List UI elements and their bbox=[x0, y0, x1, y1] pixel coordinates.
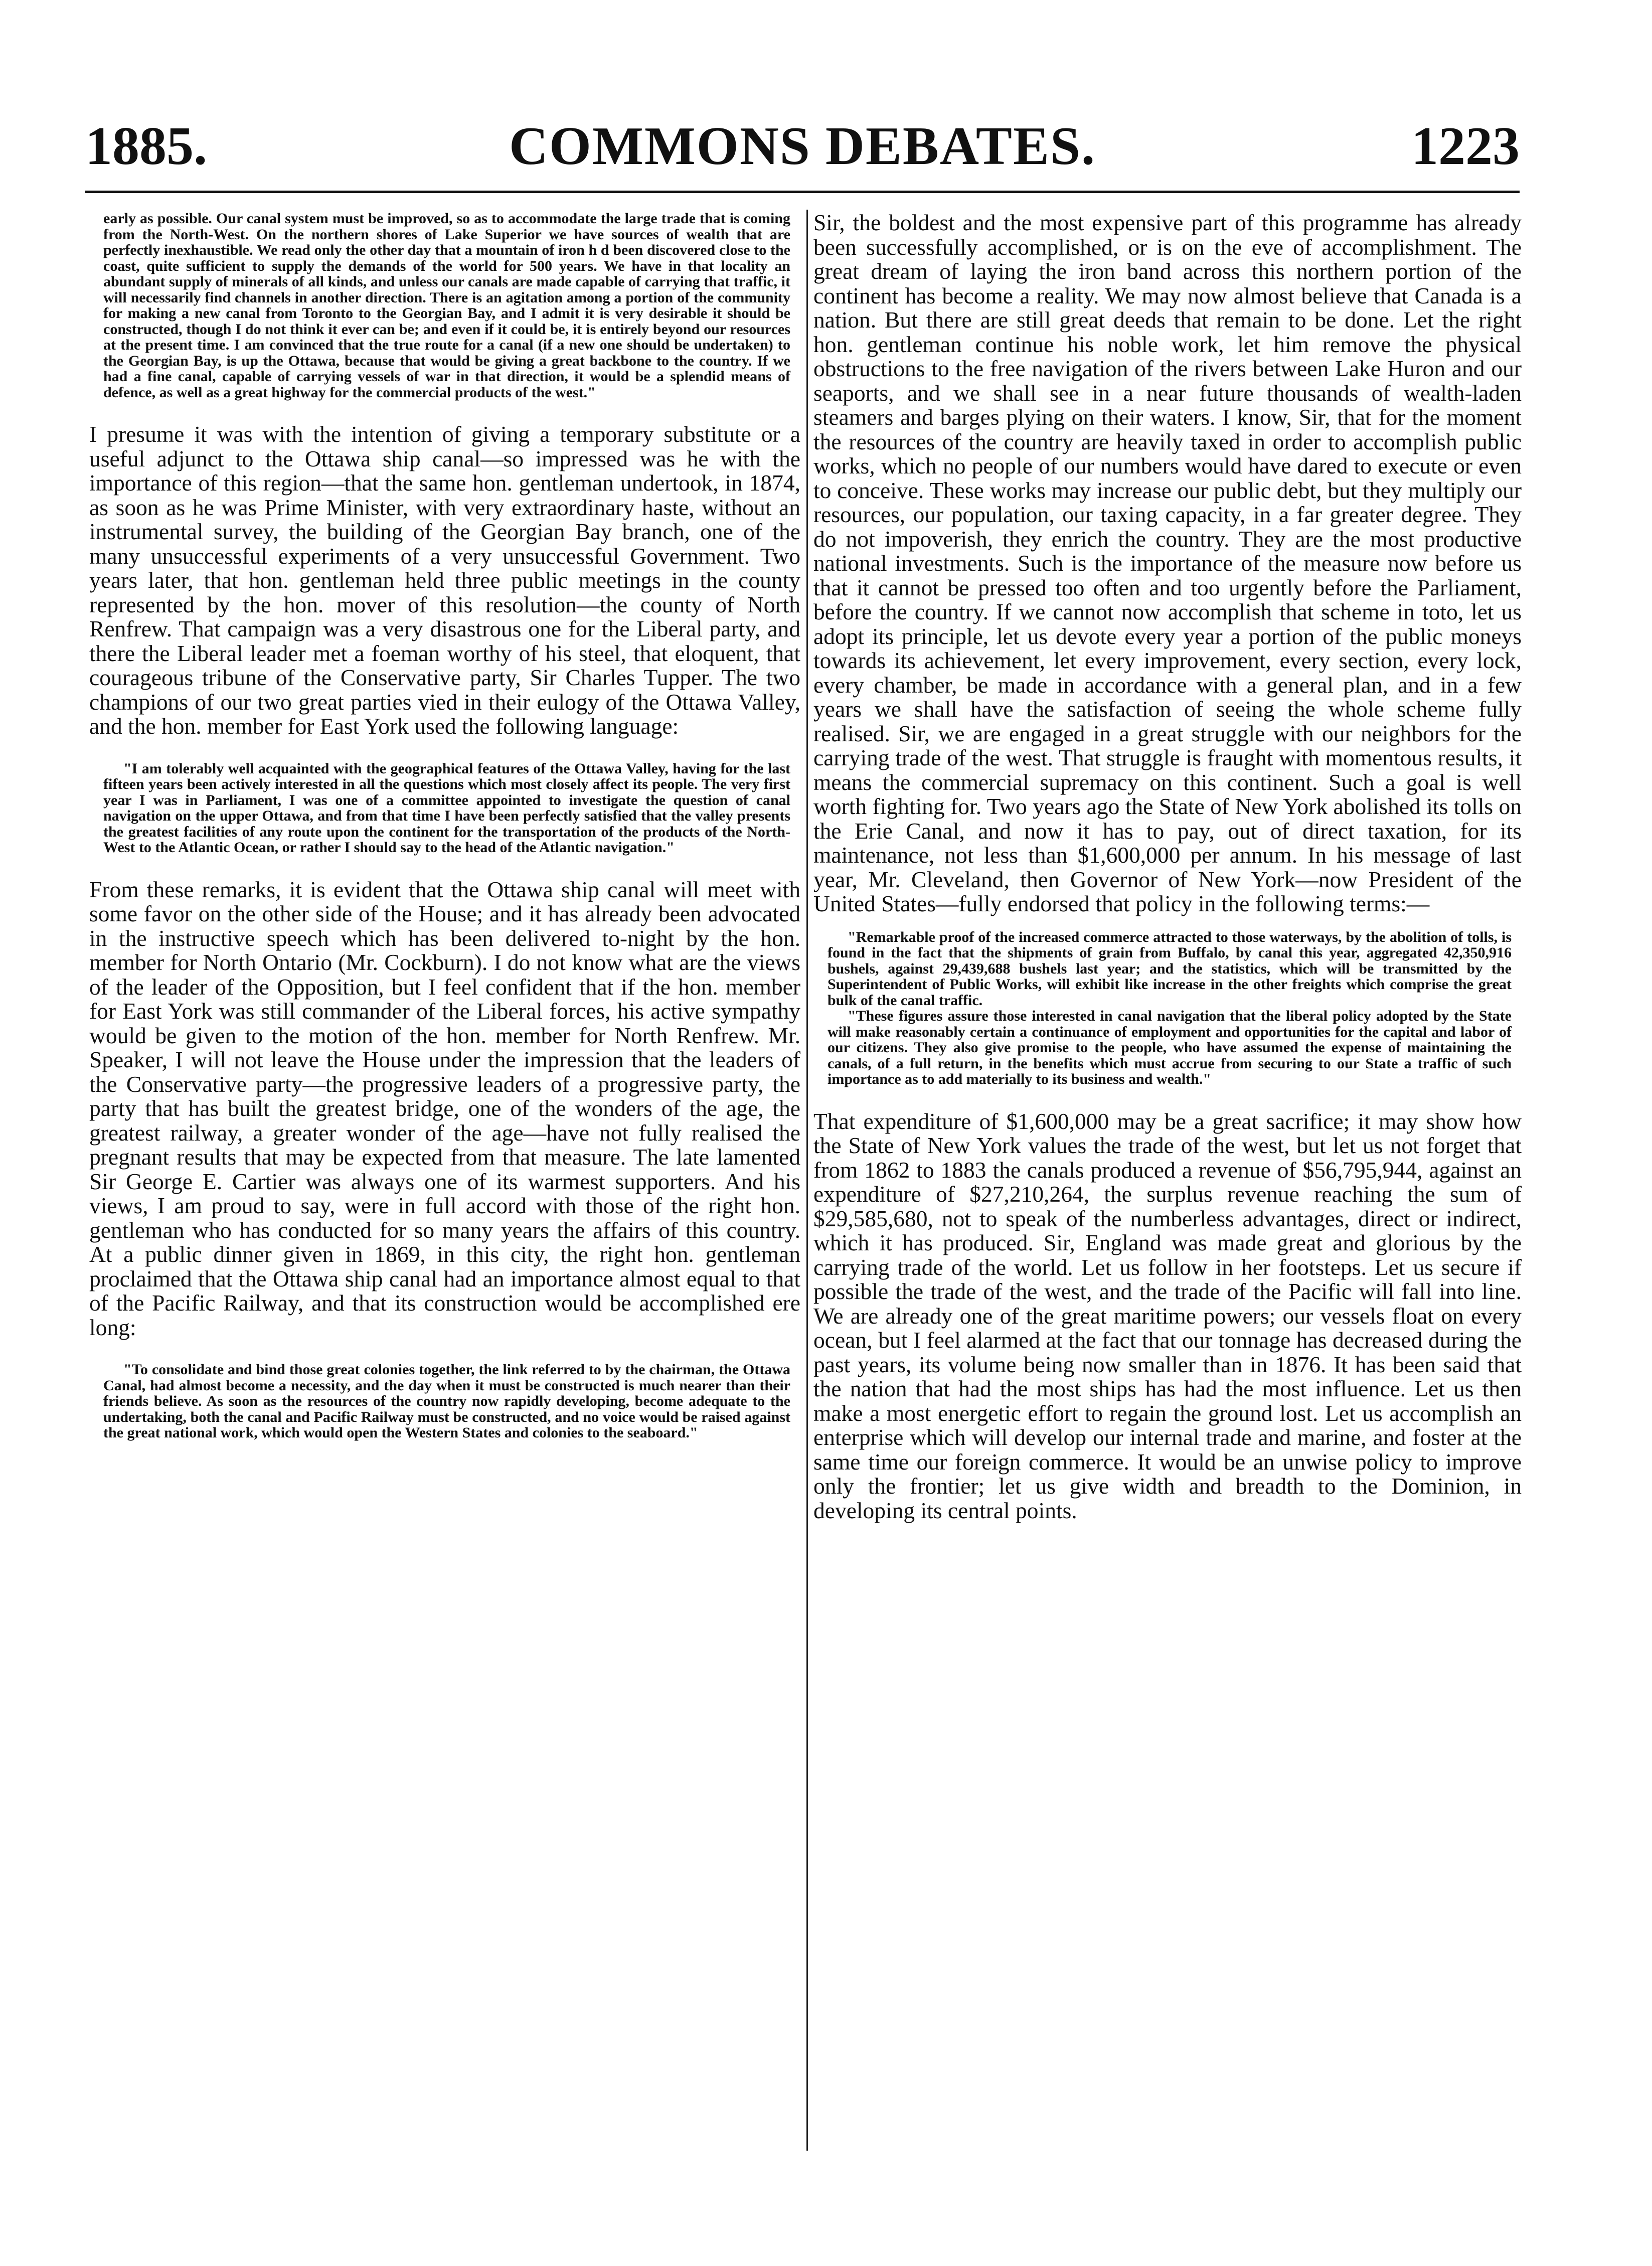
right-column bbox=[813, 211, 1522, 1523]
right-paragraph-1: Sir, the boldest and the most expensive part of this programme has already been successfully accomplished, or is on the eve of accomplishment. The great dream of laying the iron band across this northern portion of the continent has become a reality. We may now almost believe that Canada is a nation. But there are still great deeds that remain to be done. Let the right hon. gentleman continue his noble work, let him remove the physical obstructions to the free navigation of the rivers between Lake Huron and our seaports, and we shall see in a near future thousands of wealth-laden steamers and barges plying on their waters. I know, Sir, that for the moment the resources of the country are heavily taxed in order to accomplish public works, which no people of our numbers would have dared to execute or even to conceive. These works may increase our public debt, but they multiply our resources, our population, our taxing capacity, in a far greater degree. They do not impoverish, they enrich the country. They are the most productive national investments. Such is the importance of the measure now before us that it cannot be pressed too often and too urgently before the Parliament, before the country. If we cannot now accomplish that scheme in toto, let us adopt its principle, let us devote every year a portion of the public moneys towards its achievement, let every improvement, every section, every lock, every chamber, be made in accordance with a general plan, and in a few years we shall have the satisfaction of seeing the whole scheme fully realised. Sir, we are engaged in a great struggle with our neighbors for the carrying trade of the west. That struggle is fraught with momentous results, it means the commercial supremacy on this continent. Such a goal is well worth fighting for. Two years ago the State of New York abolished its tolls on the Erie Canal, and now it has to pay, out of direct taxation, for its maintenance, not less than $1,600,000 per annum. In his message of last year, Mr. Cleveland, then Governor of New York—now President of the United States—fully endorsed that policy in the following terms:— bbox=[813, 210, 1522, 916]
left-paragraph-1: I presume it was with the intention of giving a temporary substitute or a useful adjunct to the Ottawa ship canal—so impressed was he with the importance of this region—that the same hon. gentleman undertook, in 1874, as soon as he was Prime Minister, with very extraordinary haste, without an instrumental survey, the building of the Georgian Bay branch, one of the many unsuccessful experiments of a very unsuccessful Government. Two years later, that hon. gentleman held three public meetings in the county represented by the hon. mover of this resolution—the county of North Renfrew. That campaign was a very disastrous one for the Liberal party, and there the Liberal leader met a foeman worthy of his steel, that eloquent, that courageous tribune of the Conservative party, Sir Charles Tupper. The two champions of our two great parties vied in their eulogy of the Ottawa Valley, and the hon. member for East York used the following language: bbox=[89, 421, 800, 739]
page-number: 1223 bbox=[1411, 116, 1520, 176]
quote-cleveland-2: "These figures assure those interested in canal navigation that the liberal policy adopted by the State will make reasonably certain a continuance of employment and opportunities for the capital and labor of our citizens. They also give promise to the people, who have assumed the expense of maintaining the canals, of a full return, in the benefits which must accrue from securing to our State a traffic of such importance as to add materially to its business and wealth." bbox=[828, 1008, 1512, 1087]
quote-dinner-1869: "To consolidate and bind those great colonies together, the link referred to by the chairman, the Ottawa Canal, had almost become a necessity, and the day when it must be constructed is much nearer than their friends believe. As soon as the resources of the country now rapidly developing, become adequate to the undertaking, both the canal and Pacific Railway must be constructed, and no voice would be raised against the great national work, which would open the Western States and colonies to the seaboard." bbox=[103, 1361, 790, 1441]
left-column bbox=[89, 211, 800, 1441]
quote-east-york: "I am tolerably well acquainted with the geographical features of the Ottawa Valley, having for the last fifteen years been actively interested in all the questions which most closely affect its people. The very first year I was in Parliament, I was one of a committee appointed to investigate the question of canal navigation on the upper Ottawa, and from that time I have been perfectly satisfied that the valley presents the greatest facilities of any route upon the continent for the transportation of the products of the North-West to the Atlantic Ocean, or rather I should say to the head of the Atlantic navigation." bbox=[103, 760, 790, 856]
left-paragraph-2: From these remarks, it is evident that the Ottawa ship canal will meet with some favor on the other side of the House; and it has already been advocated in the instructive speech which has been delivered to-night by the hon. member for North Ontario (Mr. Cockburn). I do not know what are the views of the leader of the Opposition, but I feel confident that if the hon. member for East York was still commander of the Liberal forces, his active sympathy would be given to the motion of the hon. member for North Renfrew. Mr. Speaker, I will not leave the House under the impression that the leaders of the Conservative party—the progressive leaders of a progressive party, the party that has built the greatest bridge, one of the wonders of the age, the greatest railway, a greater wonder of the age—have not fully realised the pregnant results that may be expected from that measure. The late lamented Sir George E. Cartier was always one of its warmest supporters. And his views, I am proud to say, were in full accord with those of the right hon. gentleman who has conducted for so many years the affairs of this country. At a public dinner given in 1869, in this city, the right hon. gentleman proclaimed that the Ottawa ship canal had an importance almost equal to that of the Pacific Railway, and that its construction would be accomplished ere long: bbox=[89, 876, 800, 1340]
quote-cleveland-1: "Remarkable proof of the increased commerce attracted to those waterways, by the abolition of tolls, is found in the fact that the shipments of grain from Buffalo, by canal this year, aggregated 42,350,916 bushels, against 29,439,688 bushels last year; and the statistics, which will be transmitted by the Superintendent of Public Works, will exhibit like increase in the other freights which comprise the great bulk of the canal traffic. bbox=[828, 928, 1512, 1009]
publication-title: COMMONS DEBATES. bbox=[509, 116, 1096, 176]
right-paragraph-2: That expenditure of $1,600,000 may be a great sacrifice; it may show how the State of New York values the trade of the west, but let us not forget that from 1862 to 1883 the canals produced a revenue of $56,795,944, against an expenditure of $27,210,264, the surplus revenue reaching the sum of $29,585,680, not to speak of the numberless advantages, direct or indirect, which it has produced. Sir, England was made great and glorious by the carrying trade of the world. Let us follow in her footsteps. Let us secure if possible the trade of the west, and the trade of the Pacific will fall into line. We are already one of the great maritime powers; our vessels float on every ocean, but I feel alarmed at the fact that our tonnage has decreased during the past years, its volume being now smaller than in 1876. It has been said that the nation that had the most ships has had the most influence. Let us then make a most energetic effort to regain the ground lost. Let us accomplish an enterprise which will develop our internal trade and marine, and foster at the same time our foreign commerce. It would be an unwise policy to improve only the frontier; let us give width and breadth to the Dominion, in developing its central points. bbox=[813, 1108, 1522, 1523]
column-divider bbox=[806, 210, 808, 2151]
header-rule bbox=[85, 191, 1520, 193]
page-header bbox=[85, 116, 1520, 177]
quote-opening: early as possible. Our canal system must be improved, so as to accommodate the large trade that is coming from the North-West. On the northern shores of Lake Superior we have sources of wealth that are perfectly inexhaustible. We read only the other day that a mountain of iron h d been discovered close to the coast, quite sufficient to supply the demands of the world for 500 years. We have in that locality an abundant supply of minerals of all kinds, and unless our canals are made capable of carrying that traffic, it will necessarily find channels in another direction. There is an agitation among a portion of the community for making a new canal from Toronto to the Georgian Bay, and I admit it is very desirable it should be constructed, though I do not think it ever can be; and even if it could be, it is entirely beyond our resources at the present time. I am convinced that the true route for a canal (if a new one should be undertaken) to the Georgian Bay, is up the Ottawa, because that would be giving a great backbone to the country. If we had a fine canal, capable of carrying vessels of war in that direction, it would be a splendid means of defence, as well as a great highway for the commercial products of the west." bbox=[103, 210, 790, 401]
header-year: 1885. bbox=[85, 116, 207, 176]
